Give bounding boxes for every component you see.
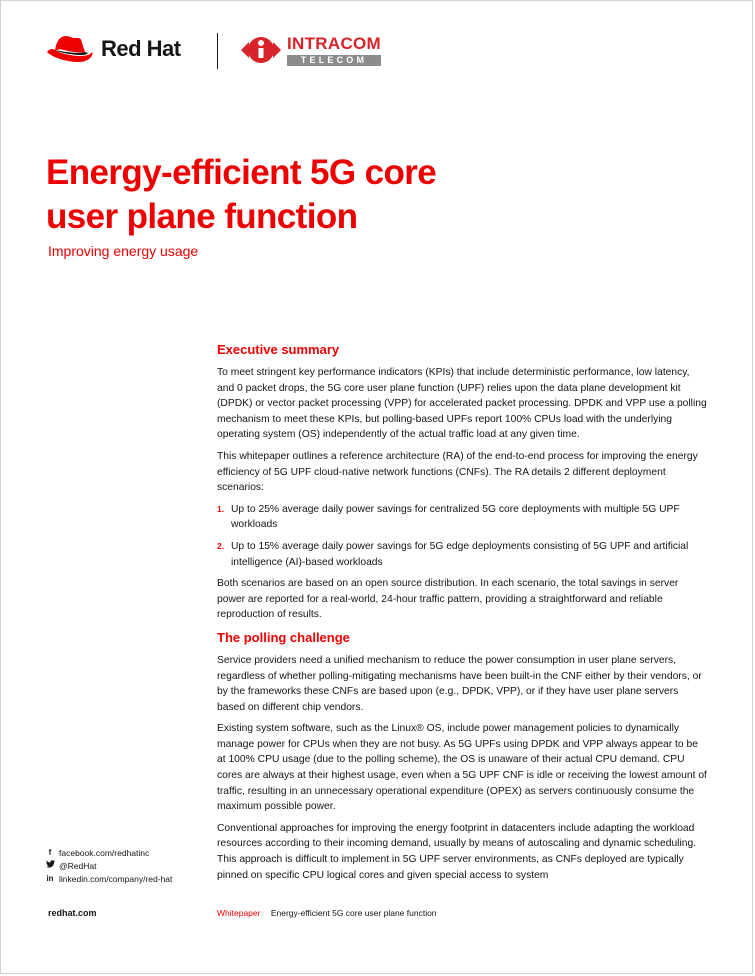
intracom-logo[interactable]	[239, 31, 381, 69]
redhat-logo[interactable]	[45, 33, 181, 65]
intracom-name: INTRACOM	[287, 33, 381, 53]
paragraph: This whitepaper outlines a reference architecture (RA) of the end-to-end process for improving the energy efficiency of 5G UPF cloud-native network functions (CNFs). The RA details 2 different deployment scenarios:	[217, 450, 698, 494]
title-line-2: user plane function	[46, 197, 358, 236]
list-item-text: Up to 25% average daily power savings for centralized 5G core deployments with multiple 5G UPF workloads	[231, 503, 680, 531]
paragraph: Service providers need a unified mechanism to reduce the power consumption in user plane servers, regardless of whether polling-mitigating mechanisms have been built-in the CNF either by their vendors, or by the frameworks these CNFs are based upon (e.g., DPDK, VPP), or if they have user plane servers based on different chip vendors.	[217, 654, 702, 713]
paragraph: Both scenarios are based on an open source distribution. In each scenario, the total savings in server power are reported for a real-world, 24-hour traffic pattern, providing a straightforward and reliable reproduction of results.	[217, 578, 679, 621]
list-item	[217, 502, 709, 533]
intracom-emblem-icon	[239, 31, 283, 69]
main-content	[217, 341, 709, 889]
title-line-1: Energy-efficient 5G core	[46, 153, 437, 192]
list-item-number: 2.	[217, 540, 225, 551]
paragraph: Existing system software, such as the Linux® OS, include power management policies to dynamically manage power for CPUs when they are not busy. As 5G UPFs using DPDK and VPP always appear to be at 100% CPU usage (due to the polling scheme), the OS is unaware of their actual CPU demand. CPU cores are always at their highest usage, even when a 5G UPF CNF is idle or receiving the lowest amount of traffic, resulting in an unnecessary operational expenditure (OPEX) as servers continuously consume the maximum possible power.	[217, 723, 707, 813]
intracom-subname: TELECOM	[287, 55, 381, 66]
social-link-facebook[interactable]	[45, 847, 172, 859]
social-links	[45, 847, 172, 886]
paragraph: To meet stringent key performance indicators (KPIs) that include deterministic performance, low latency, and 0 packet drops, the 5G core user plane function (UPF) relies upon the data plane development kit (DPDK) or vector packet processing (VPP) for accelerated packet processing. DPDK and VPP use a polling mechanism to meet these KPIs, but polling-based UPFs report 100% CPUs load with the underlying operating system (OS) independently of the actual traffic load at any given time.	[217, 367, 707, 441]
paragraph: Conventional approaches for improving the energy footprint in datacenters include adapting the workload resources according to their incoming demand, usually by means of autoscaling and dynamic scheduling. This approach is difficult to implement in 5G UPF server environments, as CNFs deployed are typically pinned on specific CPU logical cores and given special access to system	[217, 822, 697, 881]
page-title	[46, 151, 606, 239]
footer-site-link[interactable]: redhat.com	[48, 908, 97, 918]
footer-doc-title: Energy-efficient 5G core user plane function	[270, 908, 437, 918]
social-link-twitter[interactable]	[45, 860, 172, 872]
logo-divider	[217, 33, 218, 69]
social-link-text: linkedin.com/company/red-hat	[59, 874, 173, 884]
list-item-number: 1.	[217, 503, 225, 514]
list-item-text: Up to 15% average daily power savings for 5G edge deployments consisting of 5G UPF and artificial intelligence (AI)-based workloads	[231, 540, 689, 568]
facebook-icon: f	[48, 848, 52, 857]
section-heading-polling-challenge: The polling challenge	[217, 629, 350, 645]
footer-doc-info	[217, 908, 437, 918]
redhat-fedora-icon	[45, 33, 95, 65]
social-link-linkedin[interactable]	[45, 873, 172, 885]
section-heading-executive-summary: Executive summary	[217, 342, 340, 357]
linkedin-icon: in	[46, 874, 54, 883]
social-link-text: facebook.com/redhatinc	[59, 848, 150, 858]
redhat-logo-text: Red Hat	[101, 36, 181, 61]
footer-doc-type: Whitepaper	[217, 908, 261, 918]
list-item	[217, 539, 709, 570]
scenario-list	[217, 502, 709, 570]
twitter-icon	[45, 860, 55, 872]
page-subtitle: Improving energy usage	[48, 243, 199, 259]
social-link-text: @RedHat	[59, 861, 97, 871]
